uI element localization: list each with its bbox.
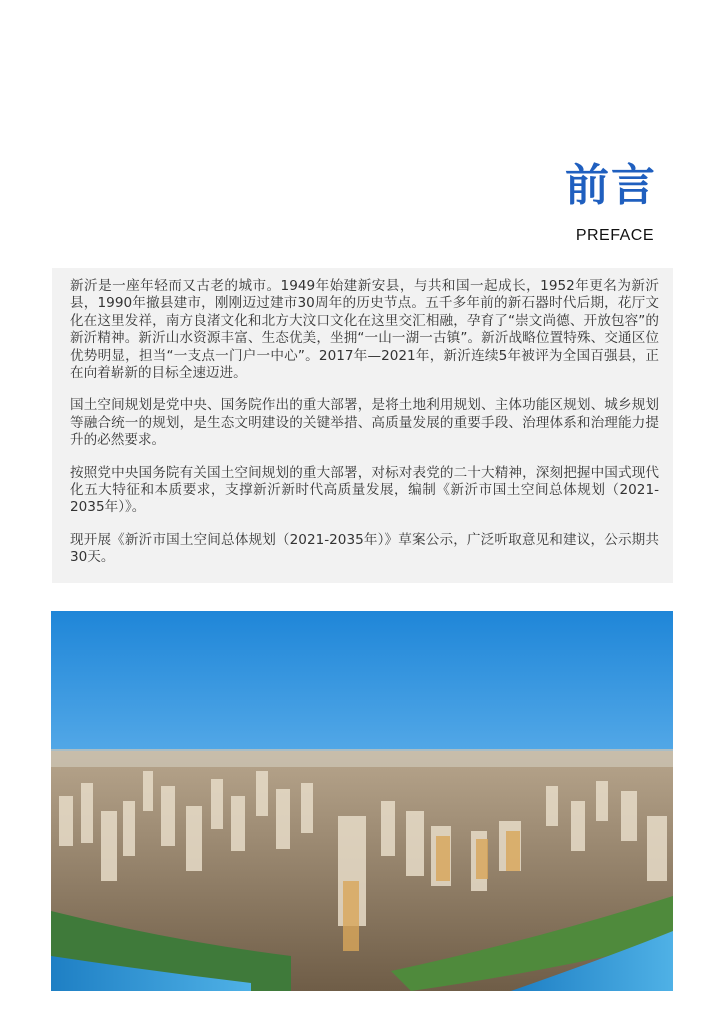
preface-paragraph-2: 国土空间规划是党中央、国务院作出的重大部署，是将土地利用规划、主体功能区规划、城乡规划等融合统一的规划，是生态文明建设的关键举措、高质量发展的重要手段、治理体系和治理能力提升的必然要求。	[70, 397, 659, 449]
page-subtitle: PREFACE	[575, 227, 654, 244]
preface-text-box	[52, 268, 673, 583]
preface-paragraph-3: 按照党中央国务院有关国土空间规划的重大部署，对标对表党的二十大精神，深刻把握中国式现代化五大特征和本质要求，支撑新沂新时代高质量发展，编制《新沂市国土空间总体规划（2021-2035年）》。	[70, 464, 659, 516]
preface-paragraph-4: 现开展《新沂市国土空间总体规划（2021-2035年）》草案公示，广泛听取意见和建议，公示期共30天。	[70, 531, 659, 566]
preface-paragraph-1: 新沂是一座年轻而又古老的城市。1949年始建新安县，与共和国一起成长，1952年更名为新沂县，1990年撤县建市，刚刚迈过建市30周年的历史节点。五千多年前的新石器时代后期，花厅文化在这里发祥，南方良渚文化和北方大汶口文化在这里交汇相融，孕育了“崇文尚德、开放包容”的新沂精神。新沂山水资源丰富、生态优美，坐拥“一山一湖一古镇”。新沂战略位置特殊、交通区位优势明显，担当“一支点一门户一中心”。2017年—2021年，新沂连续5年被评为全国百强县，正在向着崭新的目标全速迈进。	[70, 278, 659, 382]
city-aerial-photo	[51, 611, 673, 991]
page-title: 前言	[565, 160, 657, 211]
